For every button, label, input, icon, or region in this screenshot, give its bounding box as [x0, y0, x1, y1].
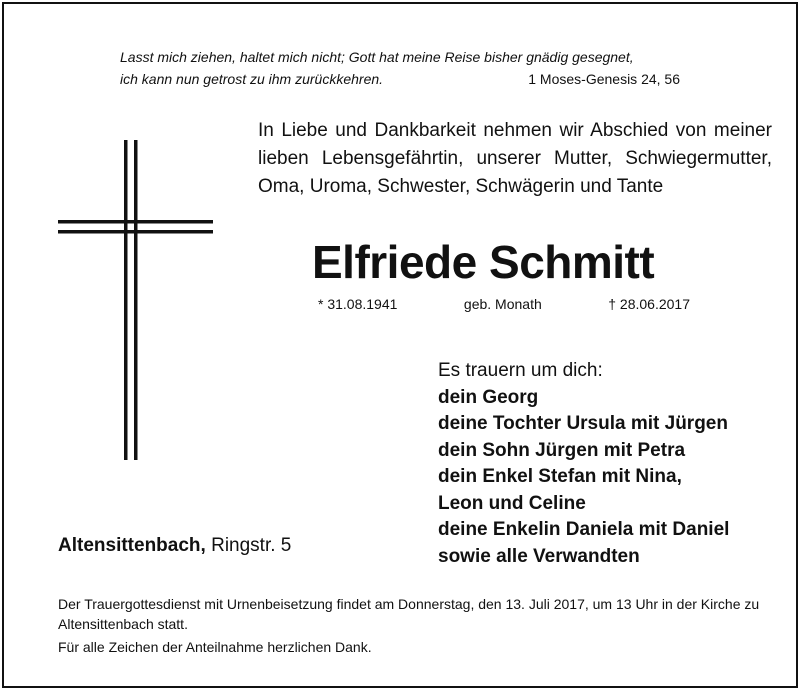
birth-date: * 31.08.1941: [318, 296, 398, 312]
cross-icon: [58, 140, 213, 460]
bible-verse: [120, 46, 680, 90]
mourners-lead: Es trauern um dich:: [438, 360, 603, 381]
mourner-item: dein Georg: [438, 386, 539, 408]
mourners-list: [438, 358, 729, 570]
mourner-item: deine Tochter Ursula mit Jürgen: [438, 413, 728, 434]
mourner-item: dein Sohn Jürgen mit Petra: [438, 439, 686, 461]
thanks-line: Für alle Zeichen der Anteilnahme herzlichen Dank.: [58, 639, 372, 655]
mourner-item: sowie alle Verwandten: [438, 545, 640, 567]
verse-line-2-row: [120, 68, 680, 90]
maiden-name: geb. Monath: [463, 296, 542, 312]
service-info: Der Trauergottesdienst mit Urnenbeisetzung findet am Donnerstag, den 13. Juli 2017, um 13 Uhr in der Kirche zu Altensittenbach statt.: [58, 596, 760, 632]
verse-reference: 1 Moses-Genesis 24, 56: [528, 71, 680, 87]
verse-line-2: ich kann nun getrost zu ihm zurückkehren.: [120, 71, 384, 87]
address-town: Altensittenbach,: [58, 535, 206, 556]
life-dates: [318, 296, 690, 312]
farewell-intro: In Liebe und Dankbarkeit nehmen wir Abschied von meiner lieben Lebensgefährtin, unserer Mutter, Schwiegermutter, Oma, Uroma, Schwester, Schwägerin und Tante: [258, 120, 772, 197]
deceased-name: Elfriede Schmitt: [312, 236, 655, 288]
death-date: † 28.06.2017: [608, 296, 690, 312]
verse-line-1: Lasst mich ziehen, haltet mich nicht; Gott hat meine Reise bisher gnädig gesegnet,: [120, 49, 634, 65]
family-address: [58, 535, 291, 557]
mourner-item: dein Enkel Stefan mit Nina,: [438, 466, 682, 487]
address-street: Ringstr. 5: [211, 535, 292, 556]
mourner-item: Leon und Celine: [438, 492, 586, 514]
mourner-item: deine Enkelin Daniela mit Daniel: [438, 519, 730, 540]
